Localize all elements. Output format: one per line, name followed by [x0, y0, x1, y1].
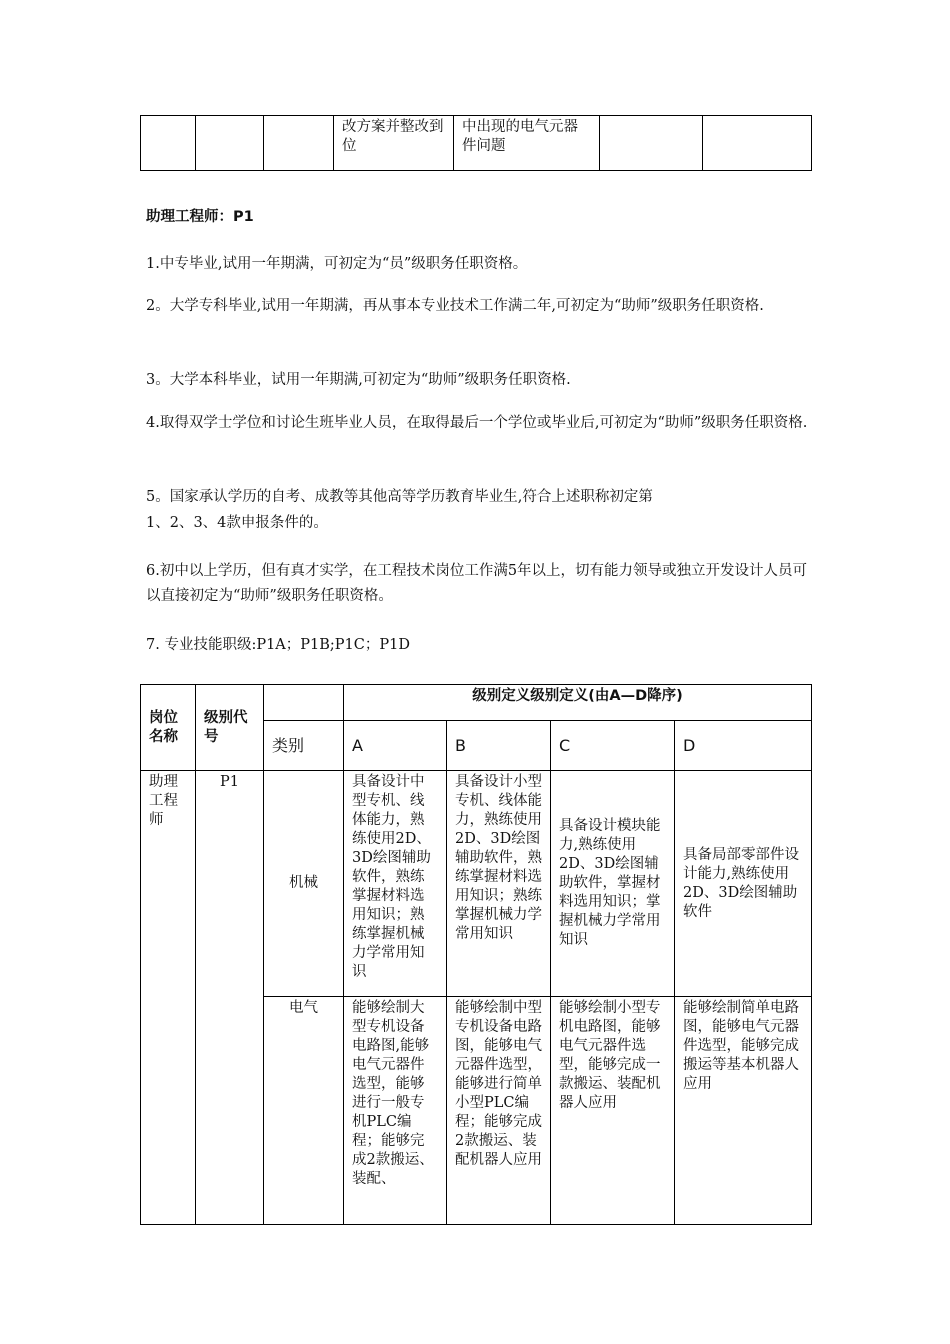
header-position-name: 岗位名称: [141, 685, 196, 771]
header-grade-b: B: [447, 721, 551, 771]
header-grade-c: C: [551, 721, 675, 771]
paragraph: 1、2、3、4款申报条件的。: [146, 515, 328, 531]
section-title: 助理工程师：P1: [146, 209, 254, 225]
continued-table: [140, 115, 812, 171]
code-cell: P1: [196, 771, 264, 1225]
definition-cell: 具备设计中型专机、线体能力，熟练使用2D、3D绘图辅助软件，熟练掌握材料选用知识；熟练掌握机械力学常用知识: [344, 771, 447, 997]
position-cell: 助理工程师: [141, 771, 196, 1225]
definition-cell: 具备局部零部件设计能力,熟练使用2D、3D绘图辅助软件: [675, 771, 812, 997]
header-grade-d: D: [675, 721, 812, 771]
header-category: 类别: [264, 721, 344, 771]
table-cell: 改方案并整改到位: [334, 116, 454, 171]
paragraph: 2。大学专科毕业,试用一年期满，再从事本专业技术工作满二年,可初定为“助师”级职务任职资格.: [146, 298, 764, 314]
table-cell: 中出现的电气元器件问题: [454, 116, 600, 171]
paragraph: 6.初中以上学历，但有真才实学，在工程技术岗位工作满5年以上，切有能力领导或独立开发设计人员可以直接初定为“助师”级职务任职资格。: [146, 563, 808, 604]
paragraph: 3。大学本科毕业，试用一年期满,可初定为“助师”级职务任职资格.: [146, 372, 571, 388]
category-cell: 机械: [264, 771, 344, 997]
table-cell: [264, 116, 334, 171]
header-grade-a: A: [344, 721, 447, 771]
table-cell: [196, 116, 264, 171]
table-row: [141, 116, 812, 171]
definition-cell: 能够绘制简单电路图，能够电气元器件选型，能够完成搬运等基本机器人应用: [675, 997, 812, 1225]
definition-cell: 能够绘制中型专机设备电路图，能够电气元器件选型，能够进行简单小型PLC编程；能够完成2款搬运、装配机器人应用: [447, 997, 551, 1225]
paragraph: 5。国家承认学历的自考、成教等其他高等学历教育毕业生,符合上述职称初定第: [146, 489, 653, 505]
definition-cell: 具备设计小型专机、线体能力，熟练使用2D、3D绘图辅助软件，熟练掌握材料选用知识；熟练掌握机械力学常用知识: [447, 771, 551, 997]
header-level-code: 级别代号: [196, 685, 264, 771]
header-definition-title: 级别定义级别定义(由A—D降序): [344, 685, 812, 721]
grade-definition-table: [140, 684, 812, 1225]
category-cell: 电气: [264, 997, 344, 1225]
definition-cell: 具备设计模块能力,熟练使用2D、3D绘图辅助软件，掌握材料选用知识；掌握机械力学常用知识: [551, 771, 675, 997]
definition-cell: 能够绘制小型专机电路图，能够电气元器件选型，能够完成一款搬运、装配机器人应用: [551, 997, 675, 1225]
table-cell: [600, 116, 703, 171]
table-cell: [141, 116, 196, 171]
header-empty-cell: [264, 685, 344, 721]
table-cell: [703, 116, 812, 171]
table-row: [141, 771, 812, 997]
paragraph: 7. 专业技能职级:P1A；P1B;P1C；P1D: [146, 637, 410, 653]
paragraph: 4.取得双学士学位和讨论生班毕业人员，在取得最后一个学位或毕业后,可初定为“助师”级职务任职资格.: [146, 415, 808, 431]
paragraph: 1.中专毕业,试用一年期满，可初定为“员”级职务任职资格。: [146, 256, 528, 272]
definition-cell: 能够绘制大型专机设备电路图,能够电气元器件选型，能够进行一般专机PLC编程；能够完成2款搬运、装配、: [344, 997, 447, 1225]
table-header-row: [141, 685, 812, 721]
